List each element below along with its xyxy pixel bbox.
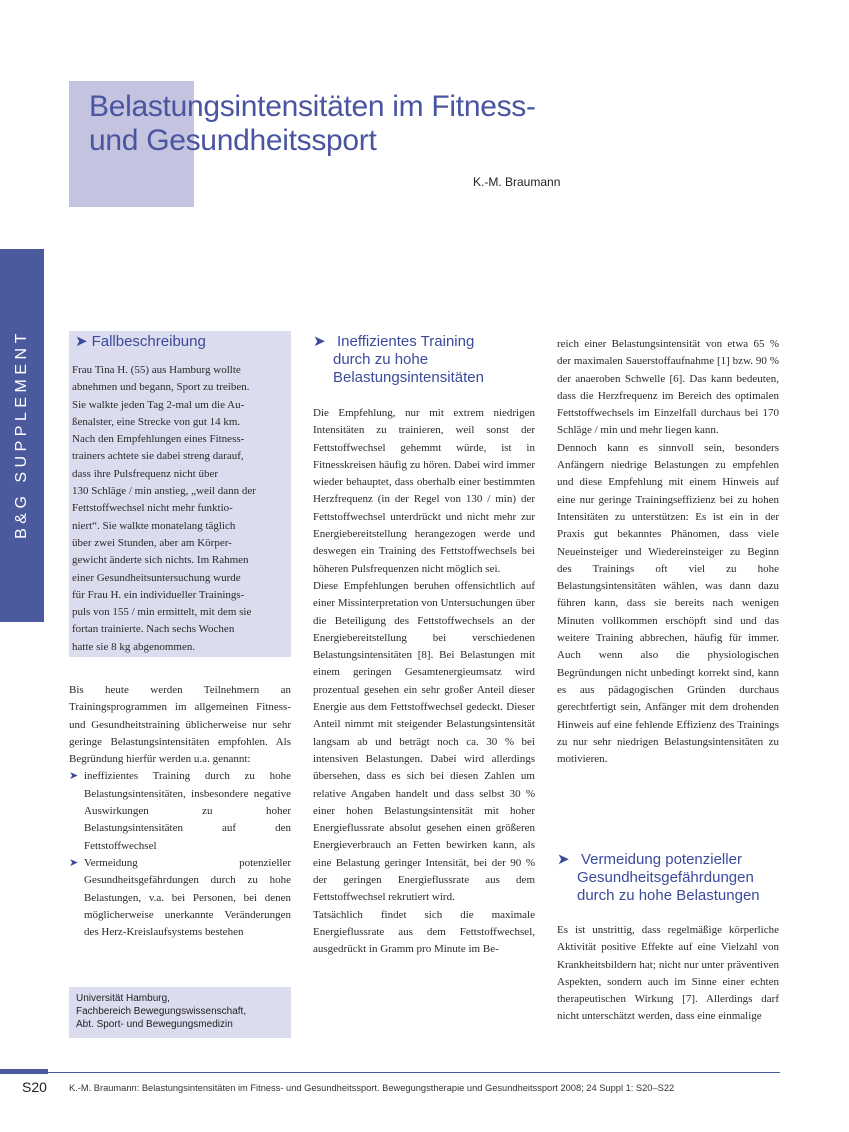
intro-paragraph: Bis heute werden Teilnehmern an Trainingsprogrammen im allgemeinen Fitness- und Gesundheitstraining üblicherweise nur sehr geringe Belastungsintensitäten empfohlen. Als Begründung hierfür werden u.a. genannt: [69,684,291,766]
paragraph: Diese Empfehlungen beruhen offensichtlich auf einer Missinterpretation von Untersuchungen über die Beteiligung des Fettstoffwechsels an der Energiebereitstellung bei verschiedenen Belastungsintensitäten [8]. Bei Belastungen mit einem geringen Gesamtenergieumsatz wird prozentual gesehen ein sehr großer Anteil dieser Energie aus dem Fettstoffwechsel gedeckt. Dieser Anteil nimmt mit steigender Belastungsintensität langsam ab und beträgt noch ca. 30 % bei intensiven Belastungen. Dabei wird allerdings übersehen, dass es sich bei diesen Zahlen um relative Angaben handelt und dass selbst 30 % einer hohen Belastungsintensität mit hoher Energieflussrate absolut gesehen einen größeren Energieverbrauch an Fetten bewirken kann, als eine Belastung geringer Intensität, bei der 90 % der geringen Energieflussrate aus dem Fettstoffwechsel rekrutiert wird. [313,579,535,904]
bullet-item [69,855,291,941]
column-3-text [557,336,779,768]
title-line-1: Belastungsintensitäten im Fitness- [89,90,536,123]
heading-line: durch zu hohe Belastungen [577,887,760,904]
bullet-text: ineffizientes Training durch zu hohe Belastungsintensitäten, insbesondere negative Auswirkungen zu hoher Belastungsintensitäten auf den Fettstoffwechsel [84,770,291,852]
heading-line: Vermeidung potenzieller [581,851,742,868]
arrow-icon: ➤ [69,770,79,783]
affiliation [76,992,286,1031]
case-line: für Frau H. ein individueller Trainings- [72,588,245,601]
heading-line: durch zu hohe [333,351,429,368]
paragraph: Die Empfehlung, nur mit extrem niedrigen Intensitäten zu trainieren, weil sonst der Fettstoffwechsel gehemmt würde, ist in Fitnesskreisen häufig zu hören. Dabei wird immer wieder behauptet, dass oberhalb einer bestimmten Herzfrequenz (in der Regel von 130 / min) der Fettstoffwechsel unterdrückt und nicht mehr zur Energiebereitstellung herangezogen werde und deswegen ein Training des Fettstoffwechsels bei höheren Pulsfrequenzen nicht möglich sei. [313,407,535,575]
paragraph: Dennoch kann es sinnvoll sein, besonders Anfängern niedrige Belastungen zu empfehlen und diese Empfehlung mit einem Hinweis auf eine nur geringe Trainingseffizienz bei zu hohen Intensitäten zu unterstützen: Es ist ein in der Praxis gut bekanntes Phänomen, dass viele Neueinsteiger und Wiedereinsteiger zu Beginn des Trainings oft viel zu hohe Belastungsintensitäten wählen, was dann dazu führen kann, dass sie bereits nach wenigen Minuten vollkommen erschöpft sind und das weitere Training abbrechen, häufig für immer. Auch wenn also die physiologischen Begründungen nicht unbedingt korrekt sind, kann es aus pädagogischen Gründen durchaus gerechtfertigt sein, Anfänger mit dem drohenden Hinweis auf eine fehlende Effizienz des Trainings zu nur sehr niedrigen Belastungsintensitäten zu motivieren. [557,441,779,766]
case-line: dass ihre Pulsfrequenz nicht über [72,467,219,480]
affiliation-line: Fachbereich Bewegungswissenschaft, [76,1006,247,1017]
footer-citation: K.-M. Braumann: Belastungsintensitäten im Fitness- und Gesundheitssport. Bewegungstherapie und Gesundheitssport 2008; 24 Suppl 1: S20–S22 [69,1083,675,1093]
heading-line: Ineffizientes Training [337,333,475,350]
heading-line: Gesundheitsgefährdungen [577,869,754,886]
section-heading-vermeidung [557,851,802,905]
case-line: Frau Tina H. (55) aus Hamburg wollte [72,364,241,376]
case-line: puls von 155 / min ermittelt, mit dem sie [72,606,252,619]
paragraph: Es ist unstrittig, dass regelmäßige körperliche Aktivität positive Effekte auf eine Vielzahl von Krankheitsbildern hat; nicht nur unter präventiven Aspekten, sondern auch im Sinne einer echten therapeutischen Wirkung [7]. Allerdings darf nicht unterschätzt werden, dass eine einmalige [557,924,779,1023]
case-line: niert“. Sie walkte monatelang täglich [72,519,236,532]
footer-rule [48,1072,780,1073]
case-line: Sie walkte jeden Tag 2-mal um die Au- [72,398,245,411]
arrow-icon: ➤ [557,851,570,868]
case-heading-text: Fallbeschreibung [91,333,206,350]
heading-line: Belastungsintensitäten [333,369,484,386]
case-line: fortan trainierte. Nach sechs Wochen [72,623,235,636]
case-line: Nach den Empfehlungen eines Fitness- [72,433,245,446]
case-line: 130 Schläge / min anstieg, „weil dann der [72,485,256,498]
arrow-icon: ➤ [75,333,88,350]
bullet-text: Vermeidung potenzieller Gesundheitsgefährdungen durch zu hohe Belastungen, v.a. bei Personen, bei denen möglicherweise unerkannte Veränderungen des Herz-Kreislaufsystems bestehen [84,856,291,939]
arrow-icon: ➤ [69,856,79,869]
page-number: S20 [22,1079,47,1095]
column-3-text-2 [557,922,779,1026]
footer-accent-bar [0,1069,48,1074]
case-text [72,362,288,656]
column-2-text [313,405,535,959]
case-line: ßenalster, eine Strecke von gut 14 km. [72,415,241,428]
case-heading [75,333,285,351]
case-line: Fettstoffwechsel nicht mehr funktio- [72,502,233,515]
author: K.-M. Braumann [473,175,561,189]
case-line: trainers achtete sie dabei streng darauf, [72,450,244,463]
title-line-2: und Gesundheitssport [89,124,377,157]
affiliation-line: Universität Hamburg, [76,993,170,1004]
case-line: über zwei Stunden, aber am Körper- [72,536,232,549]
paragraph: Tatsächlich findet sich die maximale Energieflussrate aus dem Fettstoffwechsel, ausgedrückt in Gramm pro Minute im Be- [313,908,535,956]
case-line: hatte sie 8 kg abgenommen. [72,640,196,653]
section-heading-ineffizient [313,333,558,387]
paragraph: reich einer Belastungsintensität von etwa 65 % der maximalen Sauerstoffaufnahme [1] bzw. 90 % der anaeroben Schwelle [6]. Das kann bedeuten, dass die Herzfrequenz im Bereich des optimalen Fettstoffwechsels im Einzelfall durchaus bei 170 Schläge / min und mehr liegen kann. [557,338,779,437]
arrow-icon: ➤ [313,333,326,350]
case-line: abnehmen und begann, Sport zu treiben. [72,381,250,394]
bullet-item [69,768,291,854]
case-line: einer Gesundheitsuntersuchung wurde [72,571,241,584]
article-title [89,90,609,158]
left-column [69,682,291,941]
affiliation-line: Abt. Sport- und Bewegungsmedizin [76,1019,233,1030]
case-line: gewicht änderte sich nichts. Im Rahmen [72,554,249,567]
side-label: B&G SUPPLEMENT [13,329,30,539]
